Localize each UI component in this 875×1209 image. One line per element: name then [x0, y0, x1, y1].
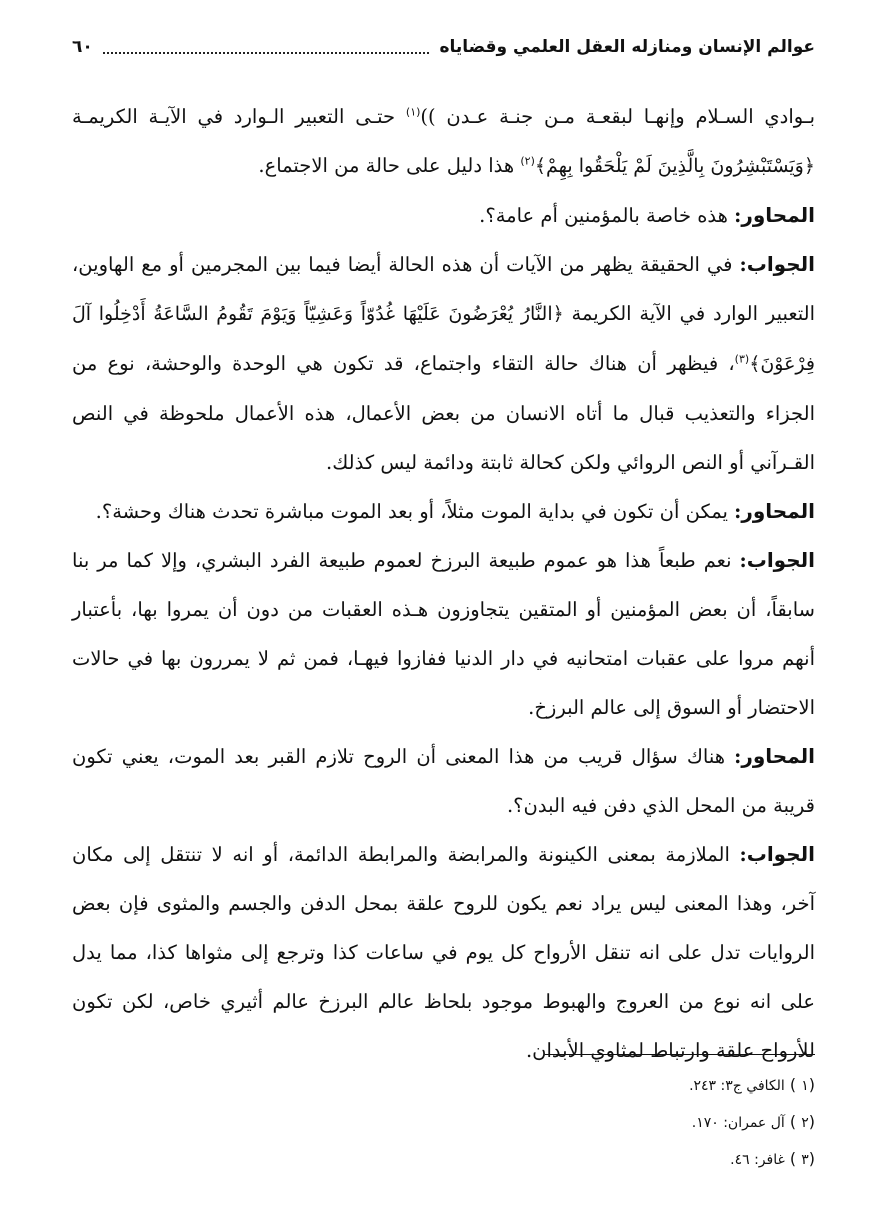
page-number: ٦٠	[72, 37, 93, 57]
text-paragraph	[72, 92, 815, 191]
footnote-reference: (١)	[405, 105, 421, 119]
paragraph-text: نعم طبعاً هذا هو عموم طبيعة البرزخ لعموم طبيعة الفرد البشري، وإلا كما مر بنا سابقاً، أن بعض المؤمنين أو المتقين يتجاوزون هـذه العقبات من دون أن يمروا بها، بأعتبار أنهم مروا على عقبات امتحانيه في دار الدنيا ففازوا فيهـا، فمن ثم لا يمررون بها في حالات الاحتضار أو السوق إلى عالم البرزخ.	[72, 549, 815, 719]
paragraph-text: في الحقيقة يظهر من الآيات أن هذه الحالة أيضا فيما بين المجرمين أو مع الهاوين، التعبير الوارد في الآية الكريمة	[72, 253, 815, 325]
footnote-item: (٣ ) غافر: ٤٦.	[730, 1149, 815, 1168]
speaker-colon: :	[734, 500, 742, 523]
quran-verse: ﴿وَيَسْتَبْشِرُونَ بِالَّذِينَ لَمْ يَلْحَقُوا بِهِمْ﴾	[534, 155, 815, 177]
speaker-label: الجواب	[746, 252, 815, 276]
page-body	[72, 92, 815, 1075]
footnote-number: ٢	[801, 1115, 809, 1131]
footnote-text: الكافي ج٣: ٢٤٣.	[689, 1078, 785, 1094]
paragraph-text: حتـى التعبير الـوارد في الآيـة الكريمـة	[72, 105, 406, 128]
dialogue-paragraph	[72, 191, 815, 240]
footnote-reference: (٣)	[734, 352, 750, 366]
dotted-leader	[103, 40, 430, 54]
footnote-text: غافر: ٤٦.	[730, 1152, 785, 1168]
footnote-number: ١	[801, 1078, 809, 1094]
speaker-colon: :	[739, 253, 747, 276]
footnote-number: ٣	[801, 1152, 809, 1168]
paragraph-text: بـوادي السـلام وإنهـا لبقعـة مـن جنـة عـدن ))	[420, 105, 816, 128]
paragraph-text: هناك سؤال قريب من هذا المعنى أن الروح تلازم القبر بعد الموت، يعني تكون قريبة من المحل الذي دفن فيه البدن؟.	[72, 745, 815, 817]
speaker-colon: :	[734, 745, 742, 768]
footnote-text: آل عمران: ١٧٠.	[691, 1115, 785, 1131]
footnote-item: (١ ) الكافي ج٣: ٢٤٣.	[689, 1075, 815, 1094]
footnote-reference: (٢)	[520, 154, 535, 168]
speaker-label: المحاور	[741, 744, 815, 768]
footnote-rule	[545, 1054, 815, 1055]
speaker-label: المحاور	[741, 499, 815, 523]
speaker-label: الجواب	[746, 548, 815, 572]
speaker-label: الجواب	[746, 842, 815, 866]
dialogue-paragraph	[72, 487, 815, 536]
dialogue-paragraph	[72, 240, 815, 487]
speaker-colon: :	[739, 549, 747, 572]
book-title: عوالم الإنسان ومنازله العقل العلمي وقضاياه	[439, 37, 815, 57]
running-header	[72, 32, 815, 62]
book-page	[72, 0, 815, 1209]
paragraph-text: هذه خاصة بالمؤمنين أم عامة؟.	[479, 204, 735, 227]
paragraph-text: الملازمة بمعنى الكينونة والمرابضة والمرابطة الدائمة، أو انه لا تنتقل إلى مكان آخر، وهذا المعنى ليس يراد نعم يكون للروح علقة بمحل الدفن والجسم والمثوى فإن بعض الروايات تدل على انه تنقل الأرواح كل يوم في ساعات كذا وترجع إلى مثواها كذا، مما يدل على انه نوع من العروج والهبوط موجود بلحاظ عالم البرزخ عالم أثيري خاص، لكن تكون للأرواح علقة وارتباط لمثاوي الأبدان.	[72, 843, 815, 1062]
paragraph-text: يمكن أن تكون في بداية الموت مثلاً، أو بعد الموت مباشرة تحدث هناك وحشة؟.	[95, 500, 735, 523]
quran-verse: ﴿النَّارُ يُعْرَضُونَ عَلَيْهَا غُدُوّاً وَعَشِيّاً وَيَوْمَ تَقُومُ السَّاعَةُ أَدْخِلُوا آلَ فِرْعَوْنَ﴾	[72, 303, 815, 375]
speaker-colon: :	[739, 843, 747, 866]
footnotes	[72, 1066, 815, 1177]
paragraph-text: ، فيظهر أن هناك حالة التقاء واجتماع، قد تكون هي الوحدة والوحشة، نوع من الجزاء والتعذيب قبال ما أتاه الانسان من بعض الأعمال، هذه الأعمال ملحوظة في النص القـرآني أو النص الروائي ولكن كحالة ثابتة ودائمة ليس كذلك.	[72, 352, 815, 474]
footnote-item: (٢ ) آل عمران: ١٧٠.	[691, 1112, 815, 1131]
dialogue-paragraph	[72, 732, 815, 830]
speaker-colon: :	[734, 204, 742, 227]
paragraph-text: هذا دليل على حالة من الاجتماع.	[258, 154, 521, 177]
dialogue-paragraph	[72, 830, 815, 1075]
dialogue-paragraph	[72, 536, 815, 732]
speaker-label: المحاور	[741, 203, 815, 227]
